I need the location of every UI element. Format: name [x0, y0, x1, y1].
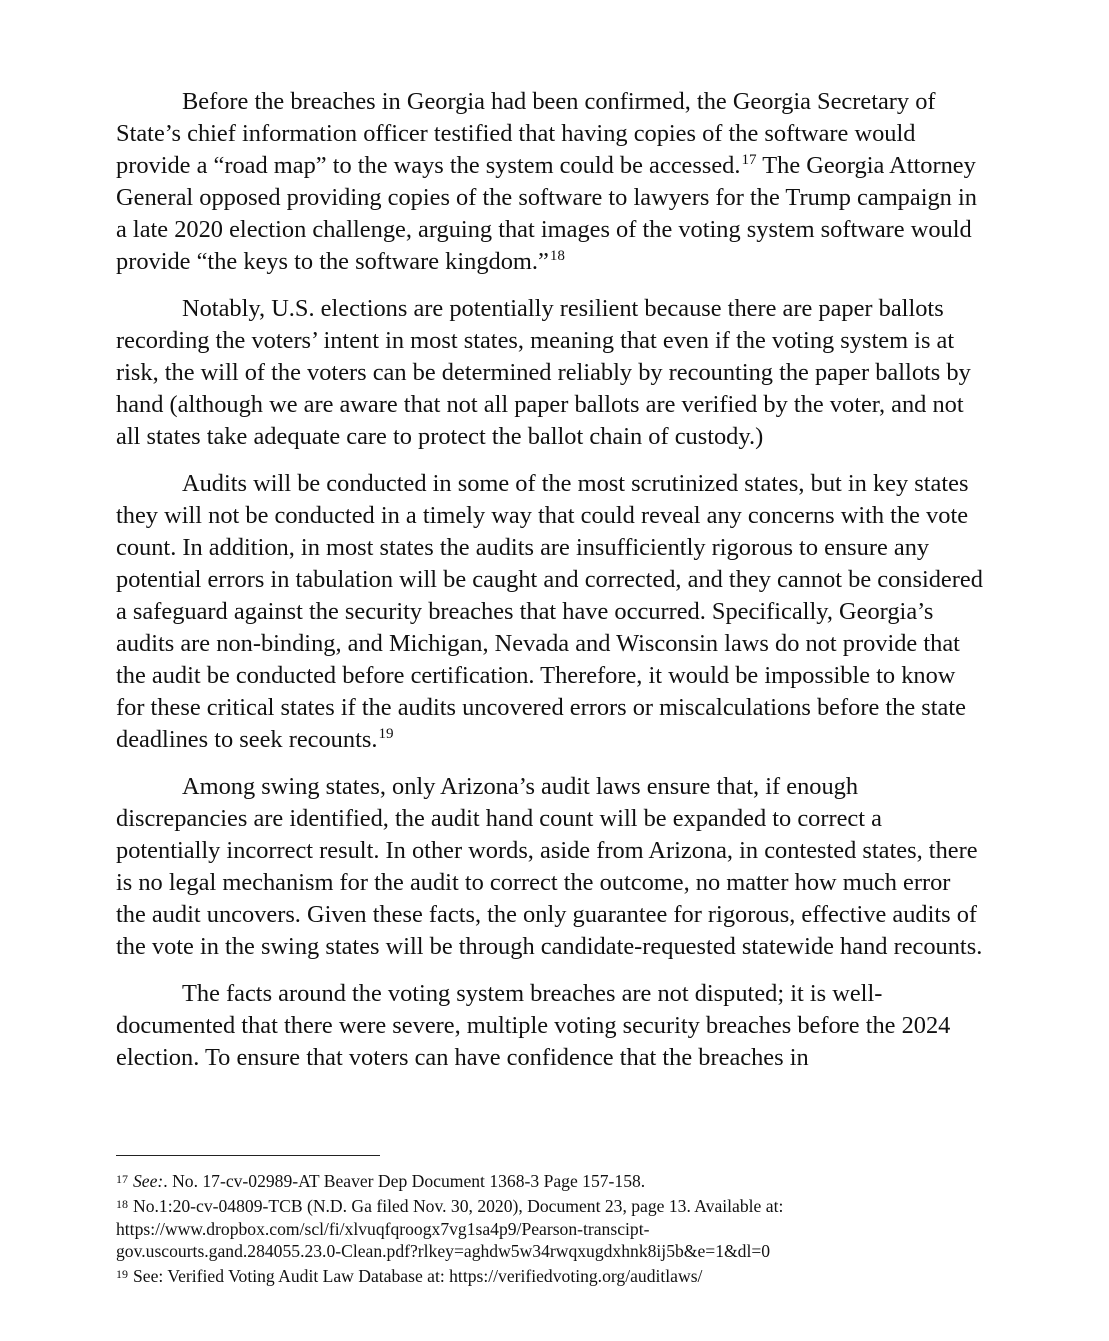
- footnote-mark: 17: [116, 1172, 128, 1186]
- footnote-separator: [116, 1155, 380, 1156]
- footnote-text: See: Verified Voting Audit Law Database at: https://verifiedvoting.org/auditlaws/: [133, 1266, 703, 1287]
- paragraph-breach-facts: [116, 978, 986, 1074]
- footnote-ref-17: 17: [741, 151, 757, 168]
- footnotes: [116, 1168, 1016, 1288]
- paragraph-paper-ballots: [116, 293, 986, 453]
- footnote-text: . No. 17-cv-02989-AT Beaver Dep Document 1368-3 Page 157-158.: [163, 1171, 646, 1191]
- paragraph-text: Audits will be conducted in some of the most scrutinized states, but in key states they will not be conducted in a timely way that could reveal any concerns with the vote count. In addition, in most states the audits are insufficiently rigorous to ensure any potential errors in tabulation will be caught and corrected, and they cannot be considered a safeguard against the security breaches that have occurred. Specifically, Georgia’s audits are non-binding, and Michigan, Nevada and Wisconsin laws do not provide that the audit be conducted before certification. Therefore, it would be impossible to know for these critical states if the audits uncovered errors or miscalculations before the state deadlines to seek recounts.: [116, 470, 983, 753]
- paragraph-text: Notably, U.S. elections are potentially resilient because there are paper ballots recording the voters’ intent in most states, meaning that even if the voting system is at risk, the will of the voters can be determined reliably by recounting the paper ballots by hand (although we are aware that not all paper ballots are verified by the voter, and not all states take adequate care to protect the ballot chain of custody.): [116, 295, 971, 450]
- footnote-ref-18: 18: [549, 247, 565, 264]
- paragraph-text: The facts around the voting system breaches are not disputed; it is well-documented that there were severe, multiple voting security breaches before the 2024 election. To ensure that voters can have confidence that the breaches in: [116, 980, 951, 1071]
- footnote-mark: 19: [116, 1267, 128, 1282]
- paragraph-text: Before the breaches in Georgia had been confirmed, the Georgia Secretary of State’s chief information officer testified that having copies of the software would provide a “road map” to the ways the system could be accessed.: [116, 88, 936, 179]
- paragraph-text: The Georgia Attorney General opposed providing copies of the software to lawyers for the Trump campaign in a late 2020 election challenge, arguing that images of the voting system software would provide “the keys to the software kingdom.”: [116, 152, 977, 275]
- footnote-url-line-1[interactable]: https://www.dropbox.com/scl/fi/xlvuqfqroogx7vg1sa4p9/Pearson-transcipt-: [116, 1218, 650, 1239]
- footnote-17: [116, 1168, 1016, 1193]
- footnote-ref-19: 19: [378, 725, 394, 742]
- footnote-mark: 18: [116, 1196, 128, 1211]
- paragraph-swing-states: [116, 771, 986, 963]
- footnote-18: [116, 1193, 1016, 1263]
- footnote-see: See:: [133, 1171, 164, 1191]
- paragraph-georgia-breaches: [116, 86, 986, 278]
- body-text: [116, 86, 986, 1089]
- footnote-19: [116, 1263, 1016, 1288]
- footnote-url-line-2[interactable]: gov.uscourts.gand.284055.23.0-Clean.pdf?rlkey=aghdw5w34rwqxugdxhnk8ij5b&e=1&dl=0: [116, 1241, 771, 1262]
- footnote-text: No.1:20-cv-04809-TCB (N.D. Ga filed Nov. 30, 2020), Document 23, page 13. Available at:: [133, 1195, 784, 1216]
- paragraph-text: Among swing states, only Arizona’s audit laws ensure that, if enough discrepancies are identified, the audit hand count will be expanded to correct a potentially incorrect result. In other words, aside from Arizona, in contested states, there is no legal mechanism for the audit to correct the outcome, no matter how much error the audit uncovers. Given these facts, the only guarantee for rigorous, effective audits of the vote in the swing states will be through candidate-requested statewide hand recounts.: [116, 773, 983, 960]
- paragraph-audits: [116, 468, 986, 756]
